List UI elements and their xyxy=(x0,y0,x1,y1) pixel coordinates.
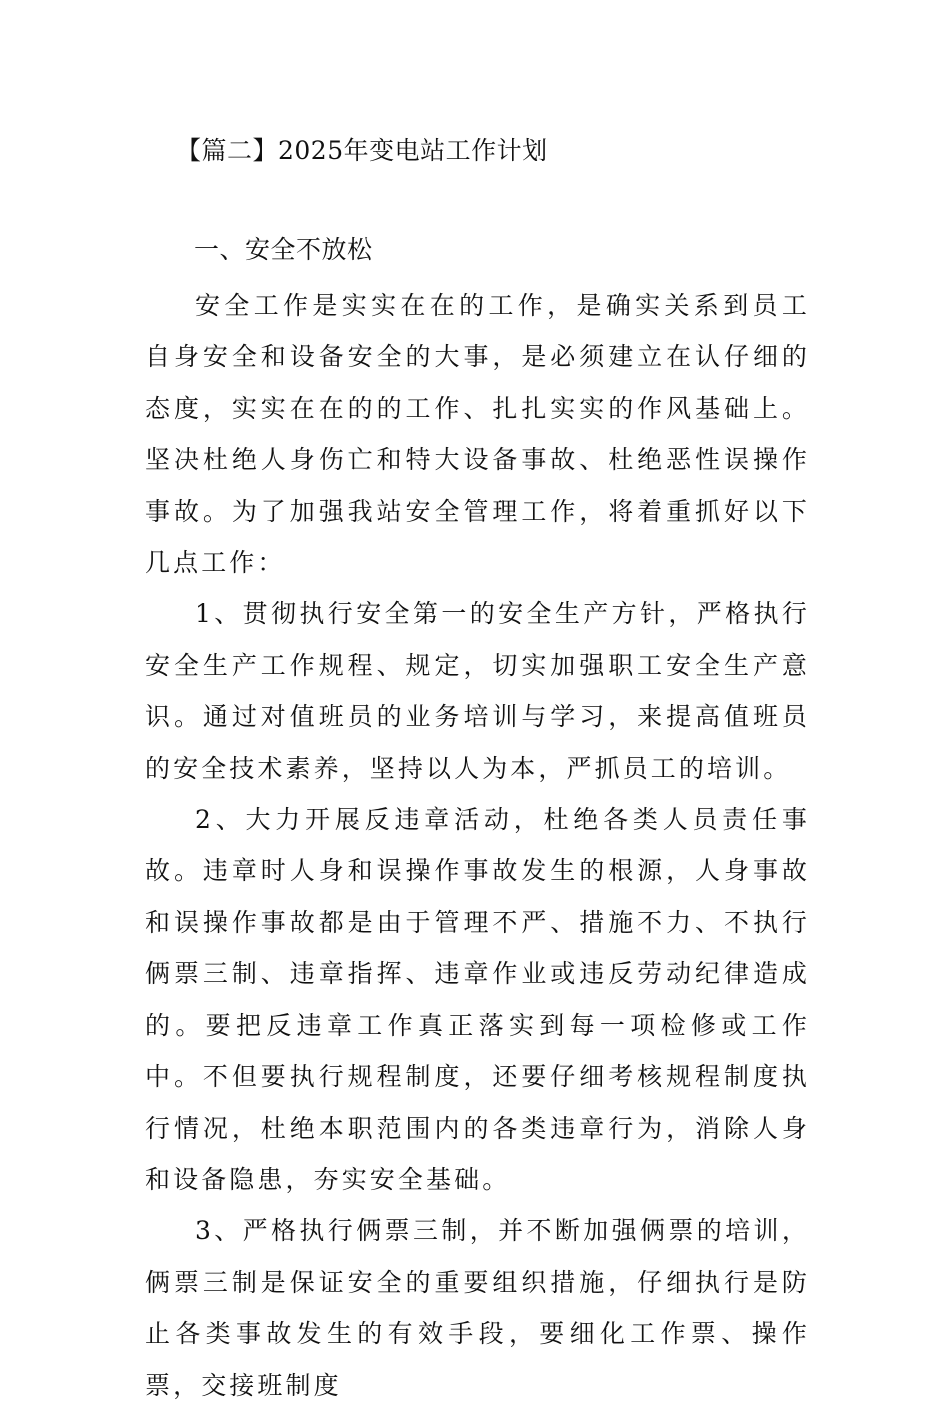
paragraph: 2、大力开展反违章活动，杜绝各类人员责任事故。违章时人身和误操作事故发生的根源，人身事故和误操作事故都是由于管理不严、措施不力、不执行俩票三制、违章指挥、违章作业或违反劳动纪律造成的。要把反违章工作真正落实到每一项检修或工作中。不但要执行规程制度，还要仔细考核规程制度执行情况，杜绝本职范围内的各类违章行为，消除人身和设备隐患，夯实安全基础。 xyxy=(145,805,810,1194)
document-title: 【篇二】2025年变电站工作计划 xyxy=(176,136,548,165)
paragraph: 1、贯彻执行安全第一的安全生产方针，严格执行安全生产工作规程、规定，切实加强职工安全生产意识。通过对值班员的业务培训与学习，来提高值班员的安全技术素养，坚持以人为本，严抓员工的培训。 xyxy=(145,599,810,783)
body-text xyxy=(145,280,810,1411)
section-heading: 一、安全不放松 xyxy=(194,235,373,264)
paragraph: 3、严格执行俩票三制，并不断加强俩票的培训，俩票三制是保证安全的重要组织措施，仔细执行是防止各类事故发生的有效手段，要细化工作票、操作票，交接班制度 xyxy=(145,1216,810,1400)
paragraph: 安全工作是实实在在的工作，是确实关系到员工自身安全和设备安全的大事，是必须建立在认仔细的态度，实实在在的的工作、扎扎实实的作风基础上。坚决杜绝人身伤亡和特大设备事故、杜绝恶性误操作事故。为了加强我站安全管理工作，将着重抓好以下几点工作： xyxy=(145,291,810,578)
